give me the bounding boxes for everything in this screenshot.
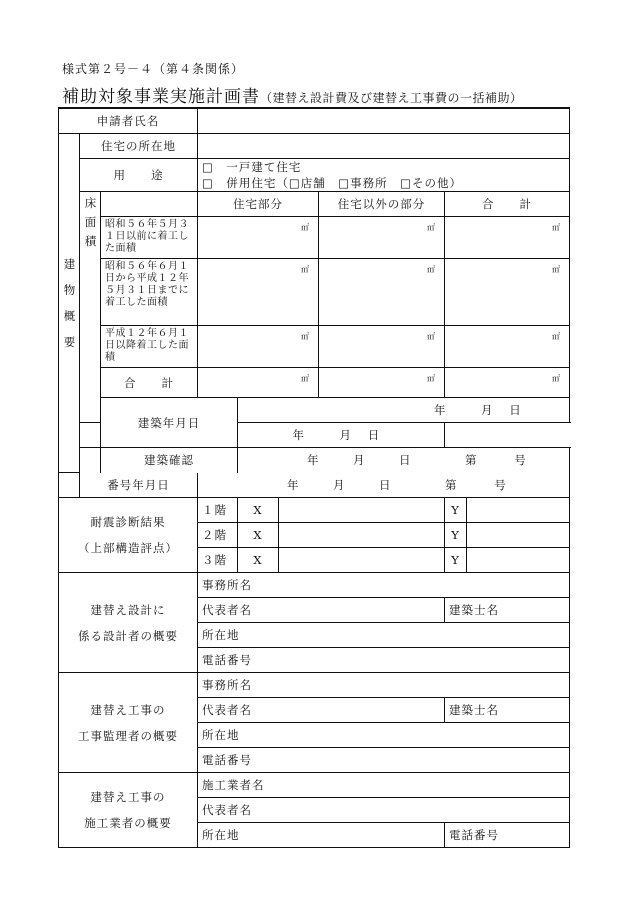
col-header-residential: 住宅部分	[198, 192, 319, 217]
designer-representative-field[interactable]: 代表者名	[198, 598, 445, 623]
designer-address-field[interactable]: 所在地	[198, 623, 570, 648]
use-label: 用 途	[80, 159, 198, 192]
plan-form-table	[58, 107, 570, 848]
designer-architect-field[interactable]: 建築士名	[445, 598, 570, 623]
confirmation-field-1[interactable]: 年 月 日 第 号	[238, 448, 570, 473]
designer-office-field[interactable]: 事務所名	[198, 573, 570, 598]
seismic-floor-1: １階	[198, 498, 238, 523]
seismic-x-value-1[interactable]	[279, 498, 445, 523]
spacer-left	[80, 448, 101, 473]
seismic-y-value-2[interactable]	[467, 523, 570, 548]
seismic-y-label-2: Y	[445, 523, 467, 548]
house-location-field[interactable]	[198, 134, 570, 159]
area-nonresidential-total[interactable]: ㎡	[319, 368, 445, 398]
col-header-nonresidential: 住宅以外の部分	[319, 192, 445, 217]
designer-label: 建替え設計に 係る設計者の概要	[59, 573, 198, 673]
area-residential-1[interactable]: ㎡	[198, 217, 319, 259]
contractor-phone-field[interactable]: 電話番号	[445, 823, 570, 848]
supervisor-representative-field[interactable]: 代表者名	[198, 698, 445, 723]
construction-date-field-2[interactable]: 年 月 日	[80, 423, 445, 448]
supervisor-address-field[interactable]: 所在地	[198, 723, 570, 748]
area-nonresidential-2[interactable]: ㎡	[319, 259, 445, 326]
area-residential-total[interactable]: ㎡	[198, 368, 319, 398]
applicant-name-field[interactable]	[198, 108, 570, 134]
contractor-company-field[interactable]: 施工業者名	[198, 773, 570, 798]
floor-row-before-s56: 昭和５６年５月３１日以前に着工した面積	[101, 217, 198, 259]
building-overview-label: 建物概要	[59, 134, 80, 473]
seismic-x-label-3: X	[238, 548, 279, 573]
title-main: 補助対象事業実施計画書	[62, 87, 260, 107]
supervisor-phone-field[interactable]: 電話番号	[198, 748, 570, 773]
spacer-left-2	[59, 473, 80, 498]
contractor-label: 建替え工事の 施工業者の概要	[59, 773, 198, 848]
col-header-total: 合 計	[445, 192, 570, 217]
contractor-address-field[interactable]: 所在地	[198, 823, 445, 848]
seismic-x-value-3[interactable]	[279, 548, 445, 573]
floor-row-after-h12: 平成１２年６月１日以降着工した面積	[101, 326, 198, 368]
applicant-name-label: 申請者氏名	[59, 108, 198, 134]
area-residential-3[interactable]: ㎡	[198, 326, 319, 368]
supervisor-architect-field[interactable]: 建築士名	[445, 698, 570, 723]
use-option-detached[interactable]: □ 一戸建て住宅	[202, 160, 302, 174]
construction-date-field-1[interactable]: 年 月 日	[238, 398, 570, 423]
area-nonresidential-1[interactable]: ㎡	[319, 217, 445, 259]
area-total-2[interactable]: ㎡	[445, 259, 570, 326]
area-total-1[interactable]: ㎡	[445, 217, 570, 259]
seismic-y-value-3[interactable]	[467, 548, 570, 573]
seismic-floor-3: ３階	[198, 548, 238, 573]
seismic-x-label-1: X	[238, 498, 279, 523]
floor-row-s56-to-h12: 昭和５６年６月１日から平成１２年５月３１日までに着工した面積	[101, 259, 198, 326]
use-options[interactable]	[198, 159, 570, 192]
confirmation-label-2: 番号年月日	[80, 473, 198, 498]
form-number: 様式第２号－４（第４条関係）	[62, 62, 245, 76]
seismic-x-value-2[interactable]	[279, 523, 445, 548]
seismic-y-label-3: Y	[445, 548, 467, 573]
contractor-representative-field[interactable]: 代表者名	[198, 798, 570, 823]
title-subtitle: （建替え設計費及び建替え工事費の一括補助）	[260, 91, 523, 105]
area-total-total[interactable]: ㎡	[445, 368, 570, 398]
supervisor-office-field[interactable]: 事務所名	[198, 673, 570, 698]
seismic-x-label-2: X	[238, 523, 279, 548]
designer-phone-field[interactable]: 電話番号	[198, 648, 570, 673]
floor-area-label: 床面積	[80, 192, 101, 423]
floor-area-header-blank	[101, 192, 198, 217]
supervisor-label: 建替え工事の 工事監理者の概要	[59, 673, 198, 773]
use-option-mixed[interactable]: □ 併用住宅（□店舗 □事務所 □その他）	[202, 176, 462, 190]
seismic-y-label-1: Y	[445, 498, 467, 523]
house-location-label: 住宅の所在地	[80, 134, 198, 159]
area-total-3[interactable]: ㎡	[445, 326, 570, 368]
confirmation-label-1: 建築確認	[101, 448, 238, 473]
area-nonresidential-3[interactable]: ㎡	[319, 326, 445, 368]
confirmation-field-2[interactable]: 年 月 日 第 号	[198, 473, 570, 498]
floor-area-total-label: 合 計	[101, 368, 198, 398]
construction-date-label: 建築年月日	[101, 398, 238, 448]
form-title	[62, 82, 523, 107]
seismic-label: 耐震診断結果 （上部構造評点）	[59, 498, 198, 573]
seismic-floor-2: ２階	[198, 523, 238, 548]
area-residential-2[interactable]: ㎡	[198, 259, 319, 326]
seismic-y-value-1[interactable]	[467, 498, 570, 523]
